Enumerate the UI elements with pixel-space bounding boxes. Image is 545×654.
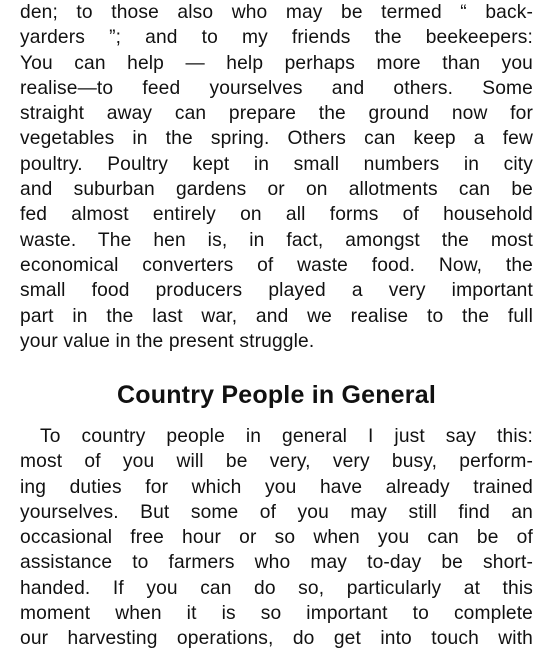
text-line: moment when it is so important to complete xyxy=(20,603,533,625)
text-line: occasional free hour or so when you can be of xyxy=(20,527,533,549)
text-line: vegetables in the spring. Others can keep a few xyxy=(20,128,533,150)
text-line: den; to those also who may be termed “ back- xyxy=(20,2,533,23)
text-line: and suburban gardens or on allotments can be xyxy=(20,179,533,201)
text-line: your value in the present struggle. xyxy=(20,330,315,352)
text-line: yarders ”; and to my friends the beekeepers: xyxy=(20,27,533,49)
paragraph-backyarders xyxy=(20,0,533,354)
text-line: handed. If you can do so, particularly at this xyxy=(20,577,533,599)
text-line: realise—to feed yourselves and others. Some xyxy=(20,77,533,99)
text-line: ing duties for which you have already trained xyxy=(20,476,533,498)
section-heading: Country People in General xyxy=(117,381,436,409)
text-line: straight away can prepare the ground now for xyxy=(20,103,533,125)
text-line: poultry. Poultry kept in small numbers in city xyxy=(20,153,533,175)
document-page xyxy=(20,0,538,654)
text-line: yourselves. But some of you may still find an xyxy=(20,501,533,523)
text-line: economical converters of waste food. Now, the xyxy=(20,254,533,276)
text-line: our harvesting operations, do get into touch with xyxy=(20,628,533,650)
text-line: waste. The hen is, in fact, amongst the most xyxy=(20,229,533,251)
paragraph-country-people xyxy=(20,424,533,652)
text-line: assistance to farmers who may to-day be short- xyxy=(20,552,533,574)
text-line: You can help — help perhaps more than you xyxy=(20,52,533,74)
text-line: part in the last war, and we realise to the full xyxy=(20,305,533,327)
text-line: small food producers played a very important xyxy=(20,280,533,302)
text-line: fed almost entirely on all forms of household xyxy=(20,204,533,226)
text-line: To country people in general I just say this: xyxy=(40,426,533,447)
text-line: most of you will be very, very busy, perform- xyxy=(20,451,533,473)
